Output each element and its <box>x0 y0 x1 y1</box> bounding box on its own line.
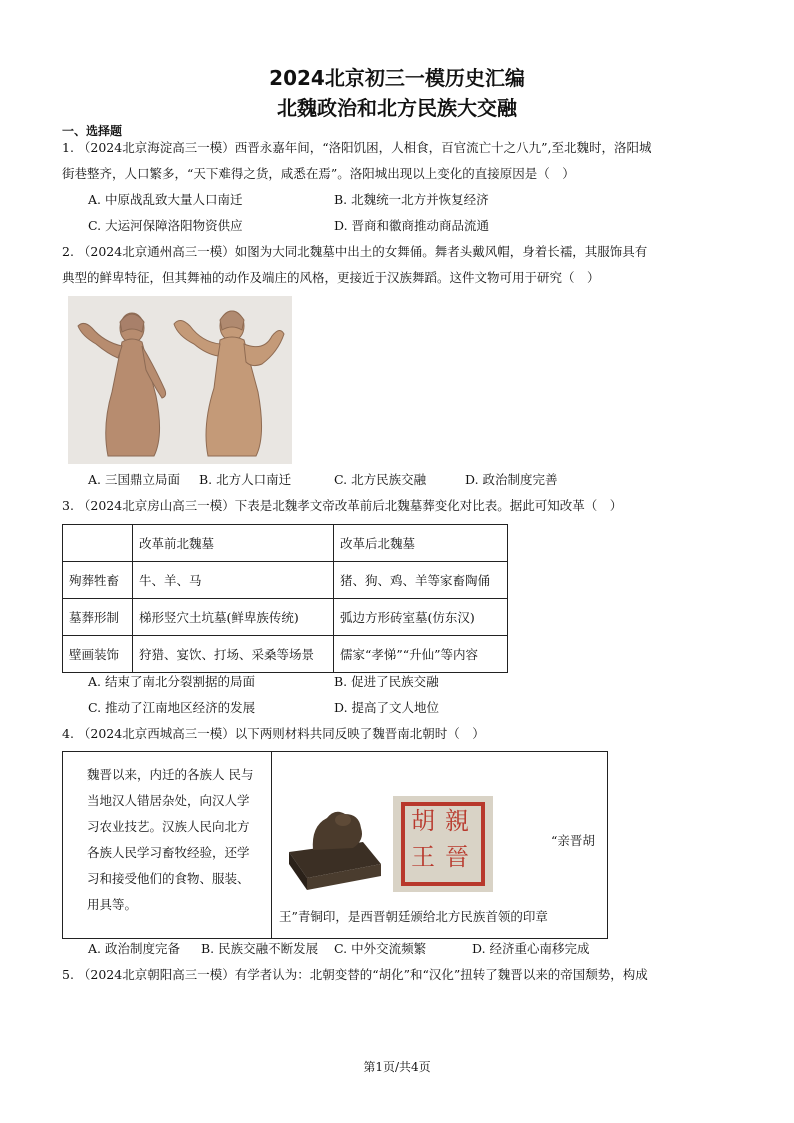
document-title: 2024北京初三一模历史汇编 <box>269 66 525 90</box>
q4-text-line: 习农业技艺。汉族人民向北方 <box>87 819 250 834</box>
seal-border <box>401 802 485 886</box>
table-header-before: 改革前北魏墓 <box>133 525 334 562</box>
dancing-figurines-image <box>68 296 292 464</box>
burial-comparison-table <box>62 524 508 673</box>
table-cell: 弧边方形砖室墓(仿东汉) <box>334 599 508 636</box>
q2-line1: 2. （2024北京通州高三一模）如图为大同北魏墓中出土的女舞俑。舞者头戴风帽，身着长襦，其服饰具有 <box>62 244 648 259</box>
bronze-seal-image <box>283 790 387 894</box>
table-cell: 儒家“孝悌”“升仙”等内容 <box>334 636 508 673</box>
q1-option-d: D. 晋商和徽商推动商品流通 <box>334 218 490 233</box>
table-cell: 梯形竖穴土坑墓(鲜卑族传统) <box>133 599 334 636</box>
q1-line1: 1. （2024北京海淀高三一模）西晋永嘉年间，“洛阳饥困，人相食，百官流亡十之八九”,至北魏时，洛阳城 <box>62 140 652 155</box>
q4-option-b: B. 民族交融不断发展 <box>201 941 319 956</box>
q1-option-b: B. 北魏统一北方并恢复经济 <box>334 192 489 207</box>
seal-char: 王 <box>411 843 435 871</box>
table-cell: 牛、羊、马 <box>133 562 334 599</box>
q4-caption-start: “亲晋胡 <box>551 833 595 848</box>
q2-line2: 典型的鲜卑特征，但其舞袖的动作及端庄的风格，更接近于汉族舞蹈。这件文物可用于研究（ ） <box>62 270 600 285</box>
q4-material-box <box>62 751 608 939</box>
q1-option-c: C. 大运河保障洛阳物资供应 <box>88 218 243 233</box>
table-cell <box>63 525 133 562</box>
q4-text-line: 习和接受他们的食物、服装、 <box>87 871 250 886</box>
table-header-after: 改革后北魏墓 <box>334 525 508 562</box>
q2-option-b: B. 北方人口南迁 <box>199 472 292 487</box>
table-header-row <box>63 525 508 562</box>
table-cell: 殉葬牲畜 <box>63 562 133 599</box>
document-subtitle: 北魏政治和北方民族大交融 <box>277 96 517 120</box>
table-row <box>63 562 508 599</box>
table-row <box>63 636 508 673</box>
q4-text-line: 用具等。 <box>87 897 138 912</box>
q3-option-d: D. 提高了文人地位 <box>334 700 440 715</box>
q2-option-c: C. 北方民族交融 <box>334 472 427 487</box>
q4-option-c: C. 中外交流频繁 <box>334 941 427 956</box>
q4-caption-end: 王”青铜印，是西晋朝廷颁给北方民族首领的印章 <box>279 909 548 924</box>
q4-text-line: 当地汉人错居杂处，向汉人学 <box>87 793 250 808</box>
q4-line1: 4. （2024北京西城高三一模）以下两则材料共同反映了魏晋南北朝时（ ） <box>62 726 485 741</box>
page-footer: 第1页/共4页 <box>363 1060 431 1074</box>
q4-text-line: 魏晋以来，内迁的各族人 民与 <box>87 767 254 782</box>
table-row <box>63 599 508 636</box>
q4-option-d: D. 经济重心南移完成 <box>472 941 590 956</box>
table-cell: 墓葬形制 <box>63 599 133 636</box>
q3-option-a: A. 结束了南北分裂割据的局面 <box>88 674 255 689</box>
table-cell: 猪、狗、鸡、羊等家畜陶俑 <box>334 562 508 599</box>
section-heading: 一、选择题 <box>62 124 123 138</box>
q2-option-d: D. 政治制度完善 <box>465 472 558 487</box>
table-cell: 壁画装饰 <box>63 636 133 673</box>
q3-line1: 3. （2024北京房山高三一模）下表是北魏孝文帝改革前后北魏墓葬变化对比表。据此可知改革（ ） <box>62 498 623 513</box>
q2-option-a: A. 三国鼎立局面 <box>88 472 180 487</box>
q1-option-a: A. 中原战乱致大量人口南迁 <box>88 192 243 207</box>
q4-option-a: A. 政治制度完备 <box>88 941 180 956</box>
q3-option-c: C. 推动了江南地区经济的发展 <box>88 700 256 715</box>
seal-imprint <box>393 796 493 892</box>
seal-char: 胡 <box>411 807 435 835</box>
table-cell: 狩猎、宴饮、打场、采桑等场景 <box>133 636 334 673</box>
seal-char: 晉 <box>445 843 469 871</box>
q4-text-line: 各族人民学习畜牧经验，还学 <box>87 845 250 860</box>
q5-line1: 5. （2024北京朝阳高三一模）有学者认为：北朝变替的“胡化”和“汉化”扭转了魏晋以来的帝国颓势，构成 <box>62 967 648 982</box>
seal-char: 親 <box>445 807 469 835</box>
q1-line2: 街巷整齐，人口繁多，“天下难得之货，咸悉在焉”。洛阳城出现以上变化的直接原因是（ ） <box>62 166 575 181</box>
q3-option-b: B. 促进了民族交融 <box>334 674 439 689</box>
box-divider <box>271 752 272 938</box>
